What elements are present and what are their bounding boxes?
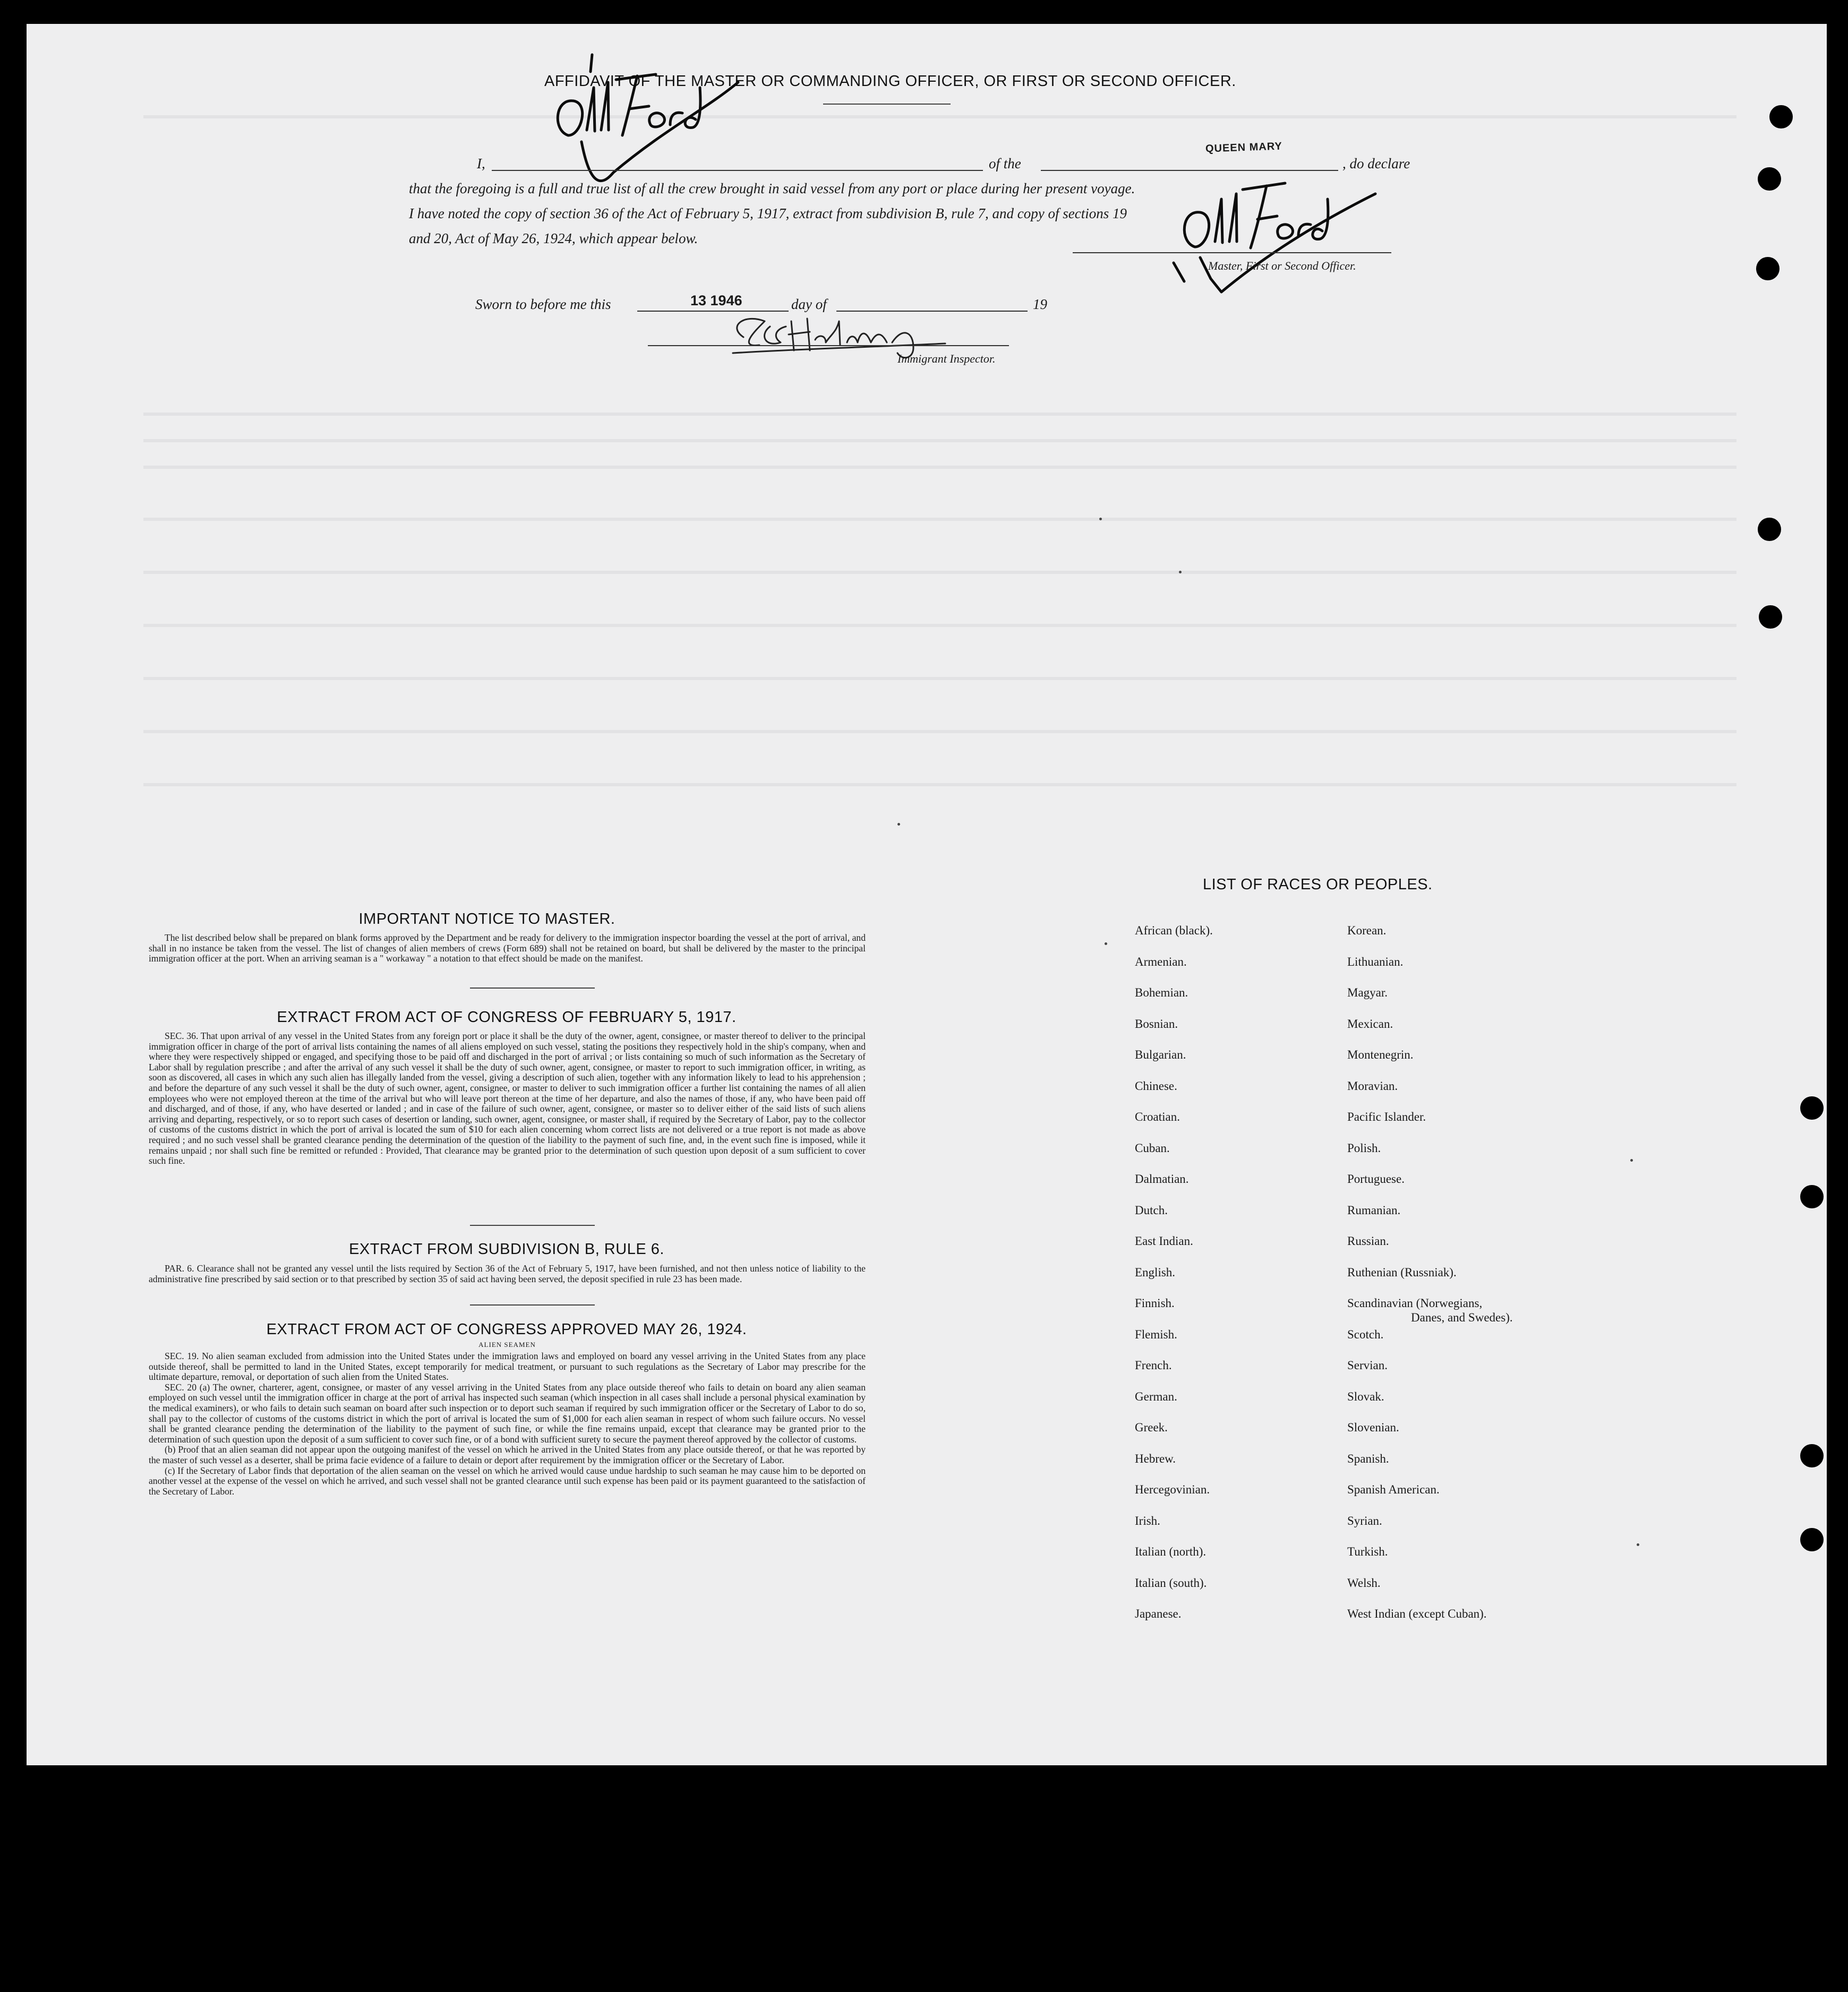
extract-1917-title: EXTRACT FROM ACT OF CONGRESS OF FEBRUARY 5, 1917. bbox=[277, 1009, 737, 1026]
race-item: Cuban. bbox=[1135, 1141, 1170, 1155]
race-item: Slovak. bbox=[1347, 1389, 1384, 1403]
sec20c-paragraph: (c) If the Secretary of Labor finds that deportation of the alien seaman on the vessel on which he arrived would cause undue hardship to such seaman he may cause him to be deported on another vessel at the expense of the vessel on which he arrived, and such vessel shall not be granted clearance until such expense has been paid or its payment guaranteed to the satisfaction of the Secretary of Labor. bbox=[149, 1465, 866, 1497]
races-title: LIST OF RACES OR PEOPLES. bbox=[1203, 876, 1433, 893]
race-item: Hebrew. bbox=[1135, 1452, 1176, 1465]
race-item: Ruthenian (Russniak). bbox=[1347, 1265, 1457, 1279]
race-item: Scotch. bbox=[1347, 1327, 1384, 1341]
affidavit-line-3: I have noted the copy of section 36 of the Act of February 5, 1917, extract from subdivision B, rule 7, and copy of sections 19 bbox=[409, 205, 1127, 221]
document-page bbox=[27, 24, 1827, 1765]
day-of-label: day of bbox=[791, 296, 827, 312]
notice-paragraph: The list described below shall be prepared on blank forms approved by the Department and be ready for delivery to the immigration inspector boarding the vessel at the port of arrival, and shall in no instance be taken from the vessel. The list of changes of alien members of crews (Form 689) shall not be retained on board, but shall be delivered by the master to the principal immigration officer at the port. When an arriving seaman is a " workaway " a notation to that effect should be made on the manifest. bbox=[149, 932, 866, 964]
extract-rule6-title: EXTRACT FROM SUBDIVISION B, RULE 6. bbox=[349, 1241, 664, 1258]
race-item: East Indian. bbox=[1135, 1234, 1193, 1248]
sworn-label: Sworn to before me this bbox=[475, 296, 611, 312]
race-item: Greek. bbox=[1135, 1421, 1168, 1434]
master-name-field bbox=[492, 170, 983, 171]
binder-hole-icon bbox=[1800, 1444, 1824, 1467]
sworn-date-stamp: 13 1946 bbox=[690, 293, 742, 308]
year-prefix: 19 bbox=[1033, 296, 1047, 312]
binder-hole-icon bbox=[1758, 518, 1781, 541]
section-divider bbox=[470, 1225, 595, 1226]
master-caption: Master, First or Second Officer. bbox=[1208, 259, 1356, 272]
race-item: Moravian. bbox=[1347, 1079, 1398, 1093]
race-item: Polish. bbox=[1347, 1141, 1381, 1155]
binder-hole-icon bbox=[1800, 1528, 1824, 1551]
vessel-name-stamp: QUEEN MARY bbox=[1205, 140, 1283, 155]
extract-rule6-body bbox=[149, 1264, 866, 1284]
race-item: Bulgarian. bbox=[1135, 1048, 1186, 1061]
race-item: Spanish American. bbox=[1347, 1483, 1440, 1496]
sec20a-paragraph: SEC. 20 (a) The owner, charterer, agent, consignee, or master of any vessel arriving in the United States from any place outside thereof who fails to detain on board any alien seaman employed on such vessel until the immigration officer in charge at the port of arrival has inspected such seaman (which inspection in all cases shall include a personal physical examination by the medical examiners), or who fails to detain such seaman on board after such inspection or to deport such seaman if required by such immigration officer or the Secretary of Labor to do so, shall pay to the collector of customs of the customs district in which the port of arrival is located the sum of $1,000 for each alien seaman in respect of whom such failure occurs. No vessel shall be granted clearance pending the determination of the liability to the payment of such fine, or while the fine remains unpaid, except that clearance may be granted prior to the determination of such question upon the deposit of a sum sufficient to cover such fine, or of a bond with sufficient surety to secure the payment thereof approved by the collector of customs. bbox=[149, 1381, 866, 1445]
extract-1924-title: EXTRACT FROM ACT OF CONGRESS APPROVED MAY 26, 1924. bbox=[266, 1321, 747, 1338]
master-signature-line bbox=[1073, 252, 1391, 253]
affidavit-line-2: that the foregoing is a full and true list of all the crew brought in said vessel from any port or place during her present voyage. bbox=[409, 181, 1135, 196]
race-item: Scandinavian (Norwegians, bbox=[1347, 1296, 1483, 1310]
race-item: Japanese. bbox=[1135, 1607, 1182, 1620]
section-divider bbox=[470, 988, 595, 989]
race-item-continuation: Danes, and Swedes). bbox=[1411, 1311, 1513, 1324]
race-item: Turkish. bbox=[1347, 1545, 1388, 1558]
title-underline bbox=[823, 104, 951, 105]
speck bbox=[1637, 1543, 1639, 1546]
race-item: Syrian. bbox=[1347, 1514, 1382, 1527]
binder-hole-icon bbox=[1759, 605, 1782, 629]
race-item: Welsh. bbox=[1347, 1576, 1381, 1590]
do-declare-label: , do declare bbox=[1342, 156, 1410, 171]
race-item: Magyar. bbox=[1347, 986, 1388, 999]
speck bbox=[1099, 518, 1102, 520]
race-item: Servian. bbox=[1347, 1359, 1388, 1372]
notice-body bbox=[149, 933, 866, 964]
race-item: Korean. bbox=[1347, 924, 1387, 937]
race-item: Bohemian. bbox=[1135, 986, 1188, 999]
section-divider bbox=[470, 1304, 595, 1306]
extract-1924-body bbox=[149, 1351, 866, 1497]
sec20b-paragraph: (b) Proof that an alien seaman did not appear upon the outgoing manifest of the vessel on which he arrived in the United States from any place outside thereof, or that he was reported by the master of such vessel as a deserter, shall be prima facie evidence of a failure to detain or deport after requirement by the immigration officer or the Secretary of Labor. bbox=[149, 1444, 866, 1465]
race-item: Spanish. bbox=[1347, 1452, 1389, 1465]
affidavit-line-4: and 20, Act of May 26, 1924, which appear below. bbox=[409, 230, 698, 246]
sec36-paragraph: SEC. 36. That upon arrival of any vessel in the United States from any foreign port or place it shall be the duty of the owner, agent, consignee, or master thereof to deliver to the principal immigration officer in charge of the port of arrival lists containing the names of all aliens employed on such vessel, stating the positions they respectively hold in the ship's company, when and where they were respectively shipped or engaged, and specifying those to be paid off and discharged in the port of arrival ; or lists containing so much of such information as the Secretary of Labor shall by regulation prescribe ; and after the arrival of any such vessel it shall be the duty of such owner, agent, consignee, or master to report to such immigration officer, in writing, as soon as discovered, all cases in which any such alien has illegally landed from the vessel, giving a description of such alien, together with any information likely to lead to his apprehension ; and before the departure of any such vessel it shall be the duty of such owner, agent, consignee, or master to deliver to such immigration officer a further list containing the names of all alien employees who were not employed thereon at the time of the arrival but who will leave port thereon at the time of her departure, and also the names of those, if any, who have been paid off and discharged, and of those, if any, who have deserted or landed ; and in case of the failure of such owner, agent, consignee, or master so to deliver either of the said lists of such aliens arriving and departing, respectively, or so to report such cases of desertion or landing, such owner, agent, consignee, or master shall, if required by the Secretary of Labor, pay to the collector of customs of the customs district in which the port of arrival is located the sum of $10 for each alien concerning whom correct lists are not delivered or a true report is not made as above required ; and no such vessel shall be granted clearance pending the determination of the question of the liability to the payment of such fine, and, in the event such fine is imposed, while it remains unpaid ; nor shall such fine be remitted or refunded : Provided, That clearance may be granted prior to the determination of such question upon deposit of a sum sufficient to cover such fine. bbox=[149, 1031, 866, 1166]
race-item: English. bbox=[1135, 1265, 1176, 1279]
race-item: Mexican. bbox=[1347, 1017, 1393, 1031]
race-item: Slovenian. bbox=[1347, 1421, 1399, 1434]
race-item: West Indian (except Cuban). bbox=[1347, 1607, 1487, 1620]
race-item: Armenian. bbox=[1135, 955, 1187, 968]
speck bbox=[897, 823, 900, 826]
race-item: African (black). bbox=[1135, 924, 1213, 937]
race-item: Lithuanian. bbox=[1347, 955, 1404, 968]
race-item: Irish. bbox=[1135, 1514, 1160, 1527]
par6-paragraph: PAR. 6. Clearance shall not be granted any vessel until the lists required by Section 36 of the Act of February 5, 1917, have been furnished, and not then unless notice of liability to the administrative fine prescribed by said section or to that prescribed by section 35 of said act having been served, the deposit specified in rule 23 has been made. bbox=[149, 1263, 866, 1284]
race-item: Bosnian. bbox=[1135, 1017, 1178, 1031]
race-item: Flemish. bbox=[1135, 1327, 1177, 1341]
race-item: Rumanian. bbox=[1347, 1203, 1401, 1217]
binder-hole-icon bbox=[1756, 257, 1779, 280]
speck bbox=[1630, 1159, 1633, 1162]
race-item: Portuguese. bbox=[1347, 1172, 1405, 1186]
race-item: Dalmatian. bbox=[1135, 1172, 1189, 1186]
binder-hole-icon bbox=[1769, 105, 1793, 128]
race-item: Hercegovinian. bbox=[1135, 1483, 1210, 1496]
race-item: Montenegrin. bbox=[1347, 1048, 1414, 1061]
inspector-signature-line bbox=[648, 345, 1009, 346]
binder-hole-icon bbox=[1800, 1096, 1824, 1120]
race-item: Italian (north). bbox=[1135, 1545, 1207, 1558]
race-item: French. bbox=[1135, 1359, 1172, 1372]
race-item: Finnish. bbox=[1135, 1296, 1175, 1310]
affidavit-title: AFFIDAVIT OF THE MASTER OR COMMANDING OFFICER, OR FIRST OR SECOND OFFICER. bbox=[544, 73, 1236, 90]
race-item: Dutch. bbox=[1135, 1203, 1168, 1217]
notice-title: IMPORTANT NOTICE TO MASTER. bbox=[358, 911, 615, 928]
race-item: Italian (south). bbox=[1135, 1576, 1207, 1590]
binder-hole-icon bbox=[1758, 167, 1781, 191]
sec19-paragraph: SEC. 19. No alien seaman excluded from admission into the United States under the immigration laws and employed on board any vessel arriving in the United States from any place outside thereof, shall be permitted to land in the United States, except temporarily for medical treatment, or pursuant to such regulations as the Secretary of Labor may prescribe for the ultimate departure, removal, or deportation of such alien from the United States. bbox=[149, 1351, 866, 1383]
speck bbox=[1179, 571, 1182, 573]
race-item: German. bbox=[1135, 1389, 1177, 1403]
binder-hole-icon bbox=[1800, 1185, 1824, 1208]
extract-1917-body bbox=[149, 1031, 866, 1166]
inspector-caption: Immigrant Inspector. bbox=[897, 352, 996, 365]
of-the-label: of the bbox=[989, 156, 1021, 171]
race-item: Russian. bbox=[1347, 1234, 1389, 1248]
alien-seamen-subtitle: ALIEN SEAMEN bbox=[478, 1341, 536, 1349]
affidavit-i-label: I, bbox=[477, 156, 485, 171]
handwritten-signature-icon bbox=[1163, 157, 1397, 332]
speck bbox=[1105, 942, 1107, 945]
race-item: Chinese. bbox=[1135, 1079, 1177, 1093]
race-item: Croatian. bbox=[1135, 1110, 1180, 1123]
race-item: Pacific Islander. bbox=[1347, 1110, 1426, 1123]
